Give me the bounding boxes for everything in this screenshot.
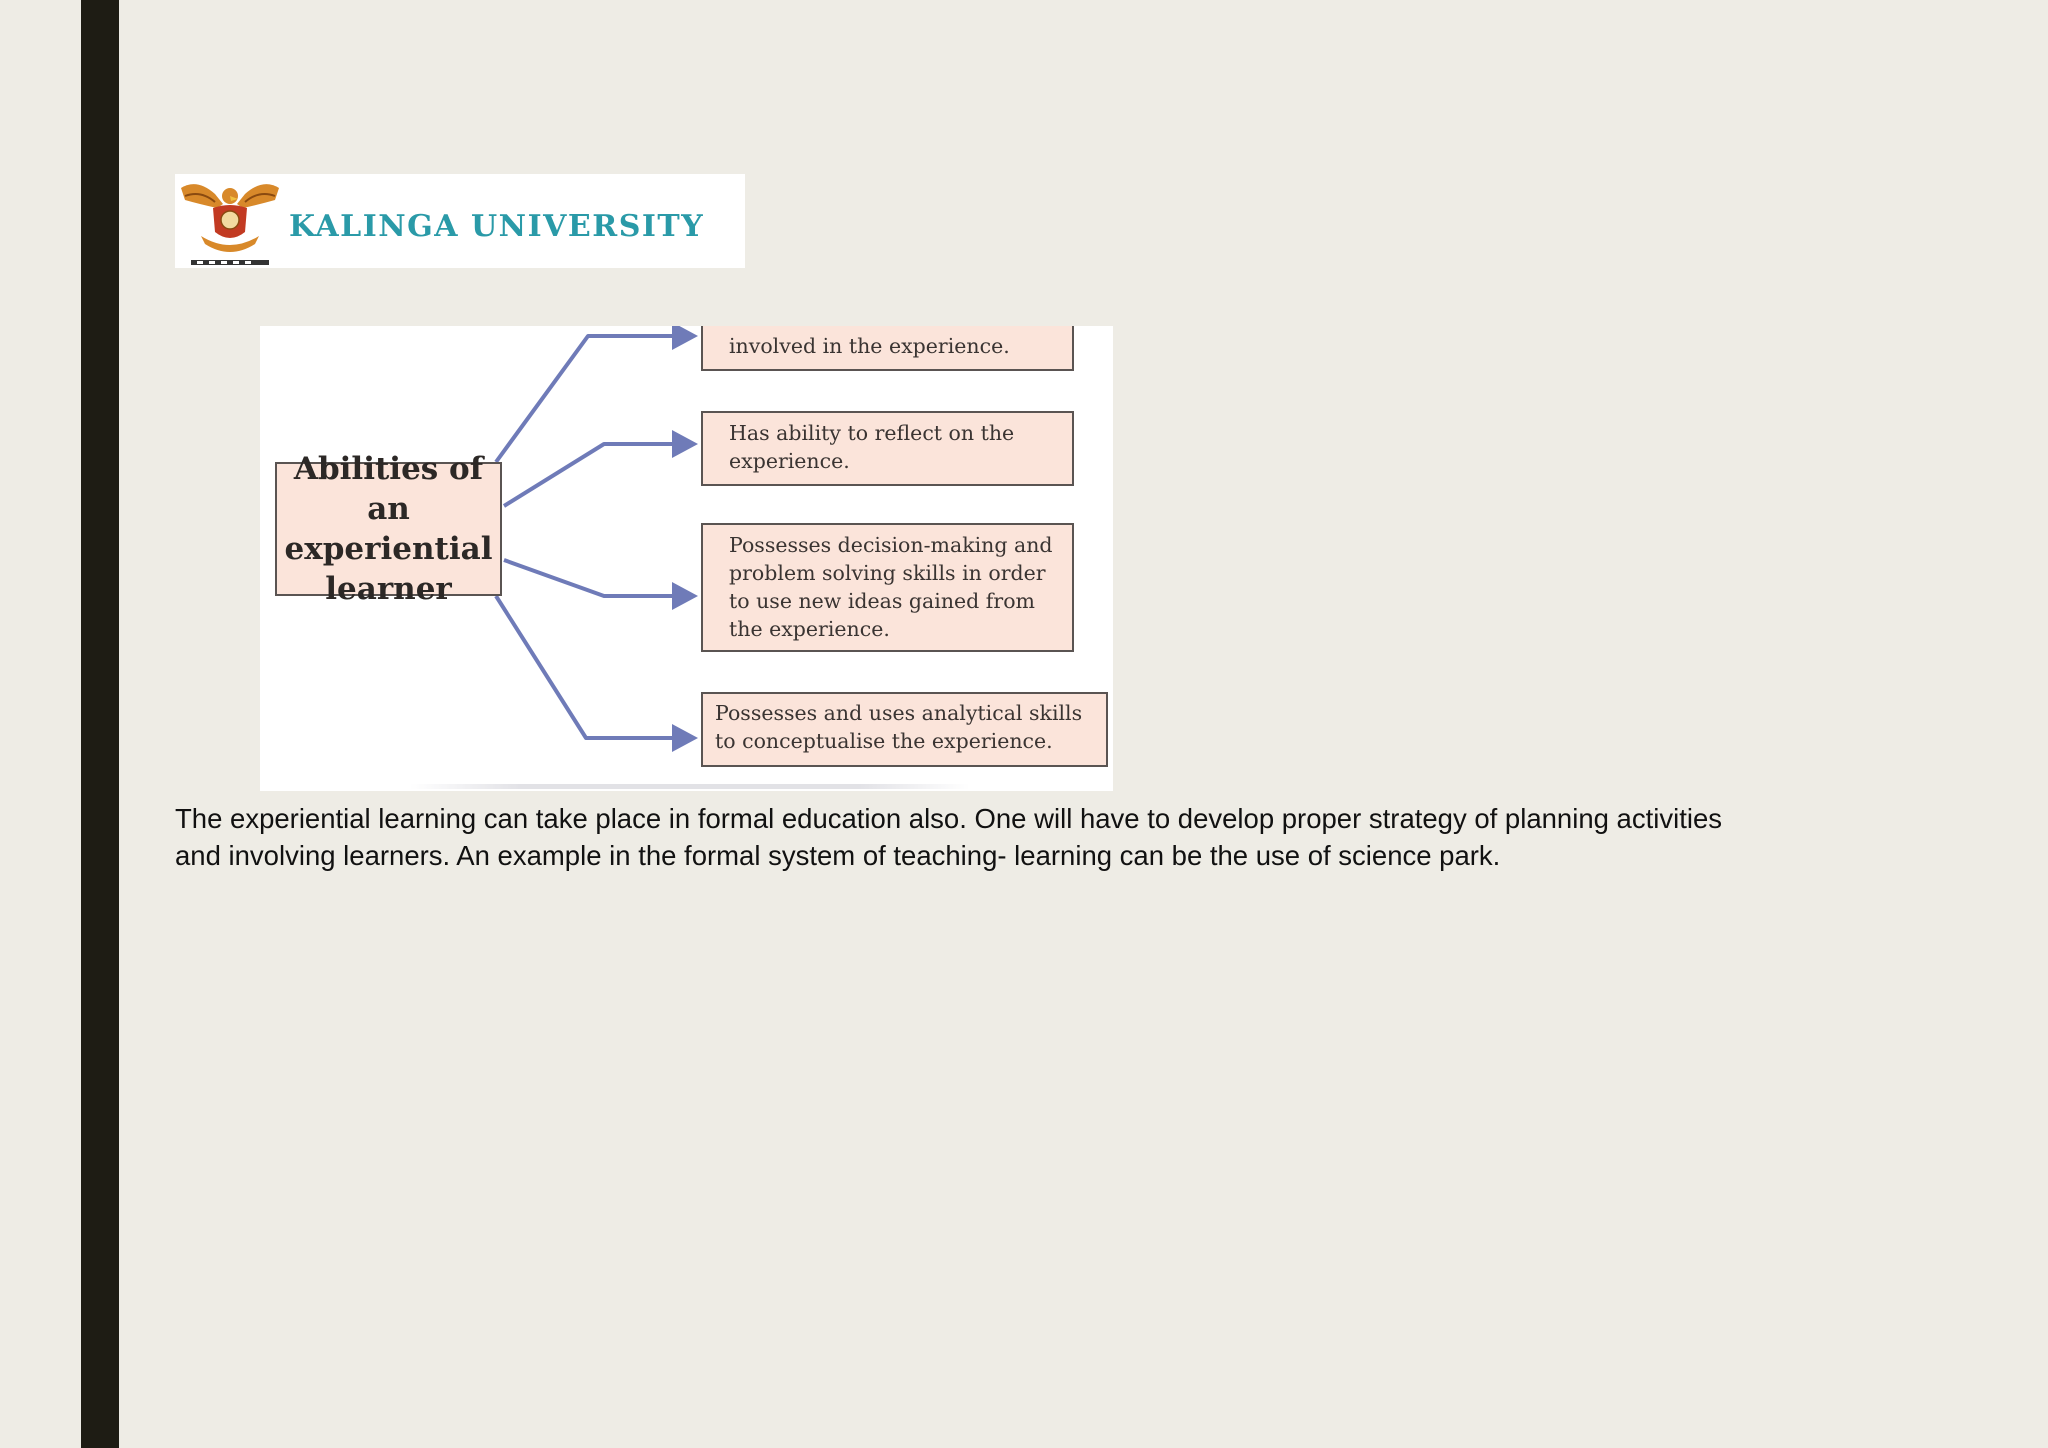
arrow-head-icon xyxy=(672,326,698,350)
ability-text-line: to conceptualise the experience. xyxy=(715,729,1053,753)
paragraph-line: and involving learners. An example in the formal system of teaching- learning can be the use of science park. xyxy=(175,840,1501,871)
ability-box-involved xyxy=(701,326,1074,371)
left-accent-bar xyxy=(81,0,119,1448)
ability-text-line: Possesses decision-making and xyxy=(729,533,1053,557)
ability-box-reflect xyxy=(701,411,1074,486)
abilities-diagram xyxy=(260,326,1113,791)
center-label-line: experiential xyxy=(284,531,493,567)
ability-box-analytical xyxy=(701,692,1108,767)
ability-box-decision-making xyxy=(701,523,1074,652)
center-label-line: Abilities of an xyxy=(293,451,484,527)
center-label-line: learner xyxy=(325,571,452,607)
arrow-head-icon xyxy=(672,430,698,458)
body-paragraph xyxy=(175,800,1895,874)
ability-text-line: experience. xyxy=(729,449,850,473)
ability-text-line: the experience. xyxy=(729,617,890,641)
ability-text-line: Has ability to reflect on the xyxy=(729,421,1015,445)
ability-text-line: Possesses and uses analytical skills xyxy=(715,701,1083,725)
ability-text-line: problem solving skills in order xyxy=(729,561,1046,585)
paragraph-line: The experiential learning can take place in formal education also. One will have to develop proper strategy of planning activities xyxy=(175,803,1723,834)
ability-text-line: involved in the experience. xyxy=(729,334,1010,358)
university-logo xyxy=(175,174,745,268)
center-concept-box xyxy=(275,451,502,607)
cropped-figure-caption xyxy=(410,784,970,789)
arrow-head-icon xyxy=(672,582,698,610)
ability-text-line: to use new ideas gained from xyxy=(729,589,1035,613)
university-name: KALINGA UNIVERSITY xyxy=(289,209,705,244)
eagle-emblem-icon xyxy=(175,174,285,268)
arrow-head-icon xyxy=(672,724,698,752)
